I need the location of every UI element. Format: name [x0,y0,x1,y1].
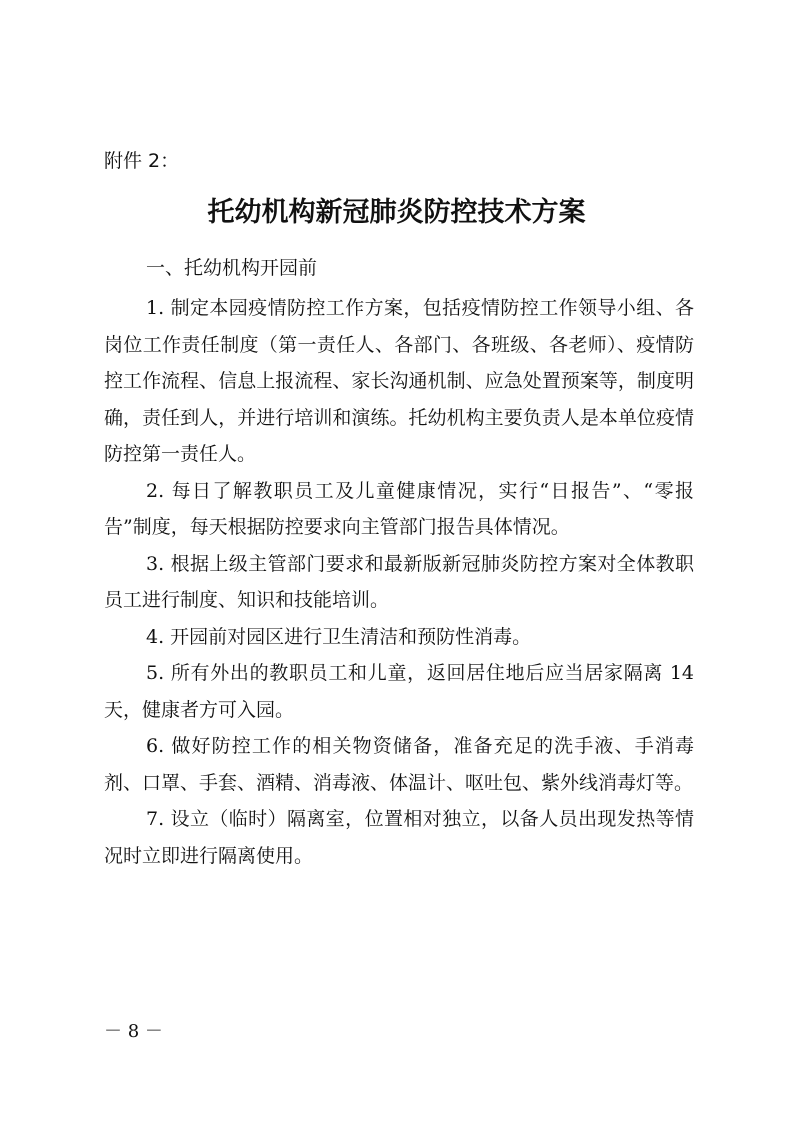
page-number: － 8 － [104,1021,163,1042]
paragraph-item-5: 5. 所有外出的教职员工和儿童，返回居住地后应当居家隔离 14 天，健康者方可入园。 [104,662,694,721]
paragraph-item-4: 4. 开园前对园区进行卫生清洁和预防性消毒。 [146,625,532,648]
paragraph-item-2: 2. 每日了解教职员工及儿童健康情况，实行“日报告”、“零报告”制度，每天根据防控要求向主管部门报告具体情况。 [104,479,694,538]
paragraph-item-6: 6. 做好防控工作的相关物资储备，准备充足的洗手液、手消毒剂、口罩、手套、酒精、消毒液、体温计、呕吐包、紫外线消毒灯等。 [104,735,694,794]
section-heading: 一、托幼机构开园前 [146,257,318,279]
attachment-label: 附件 2： [104,150,180,172]
paragraph-list [104,290,694,874]
paragraph-item-7: 7. 设立（临时）隔离室，位置相对独立，以备人员出现发热等情况时立即进行隔离使用。 [104,808,694,867]
paragraph-item-3: 3. 根据上级主管部门要求和最新版新冠肺炎防控方案对全体教职员工进行制度、知识和技能培训。 [104,552,694,611]
document-title: 托幼机构新冠肺炎防控技术方案 [207,197,586,228]
paragraph-item-1: 1. 制定本园疫情防控工作方案，包括疫情防控工作领导小组、各岗位工作责任制度（第一责任人、各部门、各班级、各老师）、疫情防控工作流程、信息上报流程、家长沟通机制、应急处置预案等，制度明确，责任到人，并进行培训和演练。托幼机构主要负责人是本单位疫情防控第一责任人。 [104,297,694,465]
